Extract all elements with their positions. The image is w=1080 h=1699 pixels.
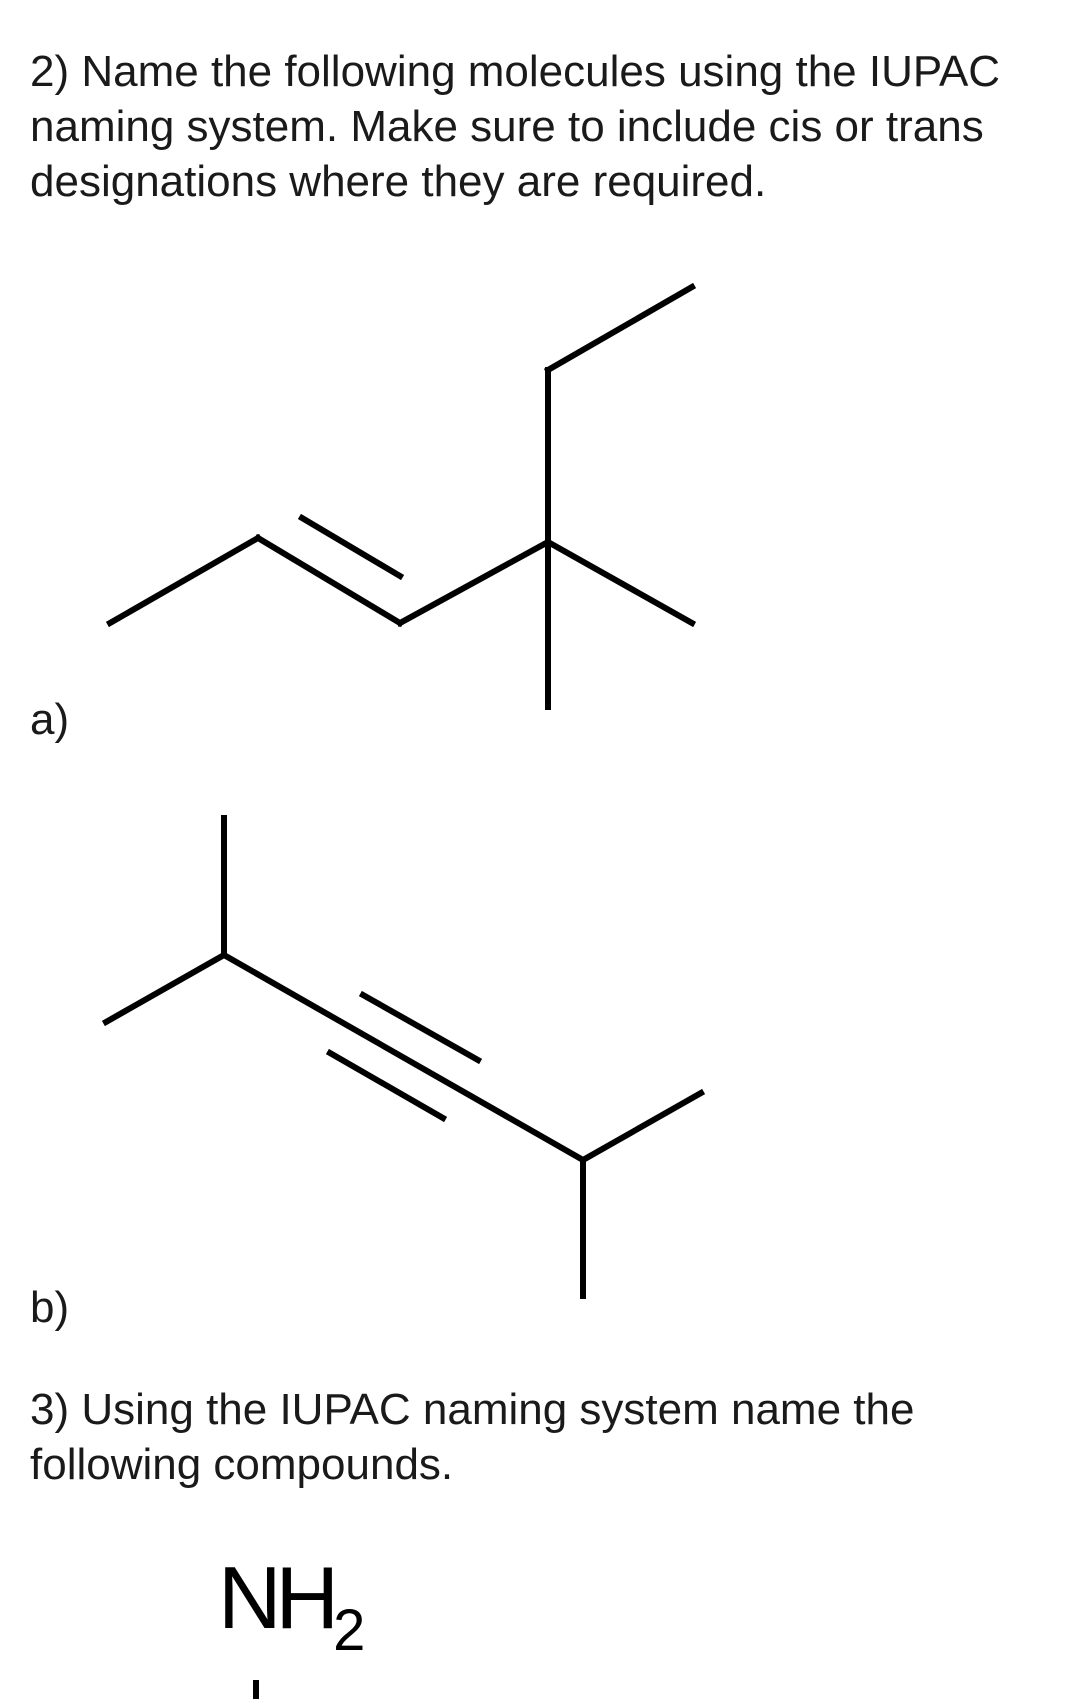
- bond-a-3-double: [302, 518, 400, 576]
- molecule-a: [110, 287, 692, 707]
- part-a-label: a): [30, 695, 70, 744]
- question-2-prompt: 2) Name the following molecules using the IUPAC naming system. Make sure to include cis or trans designations where they are required.: [30, 47, 1001, 206]
- bond-a-6: [548, 287, 692, 370]
- bond-a-4: [400, 542, 548, 623]
- amine-subscript: 2: [333, 1598, 366, 1663]
- bond-b-5-triple-lower: [330, 1053, 443, 1118]
- part-b-label: b): [30, 1283, 70, 1332]
- bond-a-2: [258, 538, 400, 623]
- amine-symbol: NH: [218, 1548, 334, 1647]
- bond-b-2: [106, 955, 224, 1022]
- amine-group-label: [218, 1548, 365, 1681]
- bond-b-4-triple-upper: [363, 995, 478, 1060]
- question-3-prompt: 3) Using the IUPAC naming system name the following compounds.: [30, 1385, 915, 1489]
- molecule-b: [106, 818, 701, 1296]
- amine-bond-stub: [253, 1680, 259, 1699]
- bond-a-7: [548, 542, 692, 623]
- bond-b-3: [224, 955, 583, 1160]
- bond-b-6: [583, 1093, 701, 1160]
- bond-a-1: [110, 538, 258, 623]
